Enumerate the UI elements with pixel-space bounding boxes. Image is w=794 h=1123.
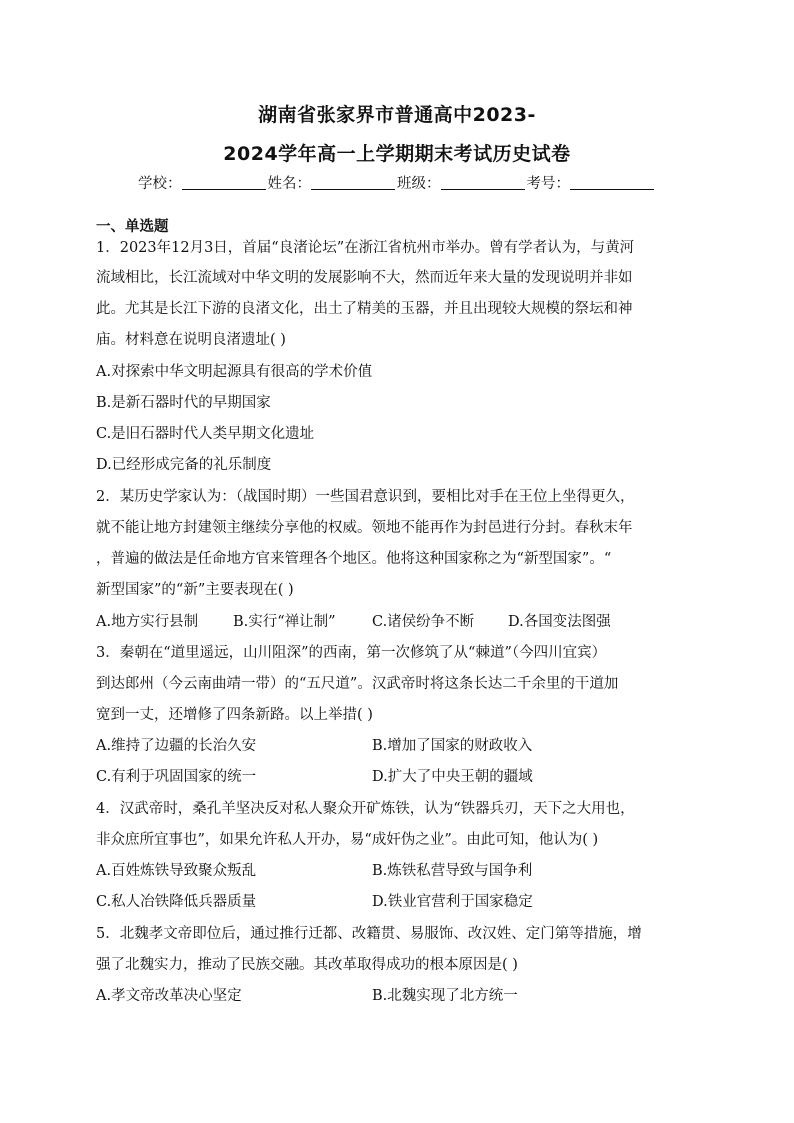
- q4-option-c: C.私人冶铁降低兵器质量: [96, 894, 257, 910]
- class-label: 班级：: [397, 176, 441, 192]
- q1-option-c: C.是旧石器时代人类早期文化遗址: [96, 426, 315, 442]
- student-info-row: [0, 172, 794, 193]
- q5-option-a: A.孝文帝改革决心坚定: [96, 988, 242, 1004]
- q3-line-3: 宽到一丈，还增修了四条新路。以上举措( ): [96, 707, 373, 723]
- q5-line-2: 强了北魏实力，推动了民族交融。其改革取得成功的根本原因是( ): [96, 957, 518, 973]
- q3-option-c: C.有利于巩固国家的统一: [96, 769, 257, 785]
- q2-option-c: C.诸侯纷争不断: [372, 614, 475, 630]
- q3-line-2: 到达郎州（今云南曲靖一带）的“五尺道”。汉武帝时将这条长达二千余里的干道加: [96, 676, 619, 692]
- q3-line-1: 3．秦朝在“道里遥远，山川阻深”的西南，第一次修筑了从“棘道”（今四川宜宾）: [96, 645, 607, 661]
- q3-option-b: B.增加了国家的财政收入: [372, 738, 533, 754]
- number-label: 考号：: [526, 176, 570, 192]
- q1-option-a: A.对探索中华文明起源具有很高的学术价值: [96, 364, 373, 380]
- q4-option-b: B.炼铁私营导致与国争利: [372, 863, 533, 879]
- q4-option-a: A.百姓炼铁导致聚众叛乱: [96, 863, 257, 879]
- class-blank: [441, 175, 525, 190]
- school-label: 学校：: [138, 176, 182, 192]
- q4-line-2: 非众庶所宜事也”，如果允许私人开办，易“成奸伪之业”。由此可知，他认为( ): [96, 832, 599, 848]
- q1-option-d: D.已经形成完备的礼乐制度: [96, 457, 272, 473]
- school-blank: [182, 175, 266, 190]
- title-line-2: 2024学年高一上学期期末考试历史试卷: [223, 143, 571, 165]
- q5-option-b: B.北魏实现了北方统一: [372, 988, 518, 1004]
- q5-line-1: 5．北魏孝文帝即位后，通过推行迁都、改籍贯、易服饰、改汉姓、定门第等措施，增: [96, 926, 642, 942]
- name-blank: [311, 175, 395, 190]
- title-line-1: 湖南省张家界市普通高中2023-: [258, 104, 536, 126]
- number-blank: [570, 175, 654, 190]
- section-title: 一、单选题: [96, 219, 169, 235]
- q2-option-d: D.各国变法图强: [508, 614, 611, 630]
- q1-line-2: 流域相比，长江流域对中华文明的发展影响不大，然而近年来大量的发现说明并非如: [96, 270, 633, 286]
- name-label: 姓名：: [267, 176, 311, 192]
- q2-line-3: ，普遍的做法是任命地方官来管理各个地区。他将这种国家称之为“新型国家”。“: [96, 551, 612, 567]
- q3-option-d: D.扩大了中央王朝的疆域: [372, 769, 533, 785]
- q2-line-1: 2．某历史学家认为：（战国时期）一些国君意识到，要相比对手在王位上坐得更久，: [96, 489, 635, 505]
- q1-option-b: B.是新石器时代的早期国家: [96, 395, 271, 411]
- q3-option-a: A.维持了边疆的长治久安: [96, 738, 257, 754]
- q2-option-a: A.地方实行县制: [96, 614, 199, 630]
- q1-line-3: 此。尤其是长江下游的良渚文化，出土了精美的玉器，并且出现较大规模的祭坛和神: [96, 301, 633, 317]
- q4-option-d: D.铁业官营利于国家稳定: [372, 894, 533, 910]
- q1-line-1: 1．2023年12月3日，首届“良渚论坛”在浙江省杭州市举办。曾有学者认为，与黄河: [96, 240, 635, 256]
- q1-line-4: 庙。材料意在说明良渚遗址( ): [96, 332, 286, 348]
- q2-option-b: B.实行“禅让制”: [233, 614, 336, 630]
- q2-line-2: 就不能让地方封建领主继续分享他的权威。领地不能再作为封邑进行分封。春秋末年: [96, 520, 633, 536]
- q2-line-4: 新型国家”的“新”主要表现在( ): [96, 582, 294, 598]
- q4-line-1: 4．汉武帝时，桑孔羊坚决反对私人聚众开矿炼铁，认为“铁器兵刃，天下之大用也，: [96, 801, 635, 817]
